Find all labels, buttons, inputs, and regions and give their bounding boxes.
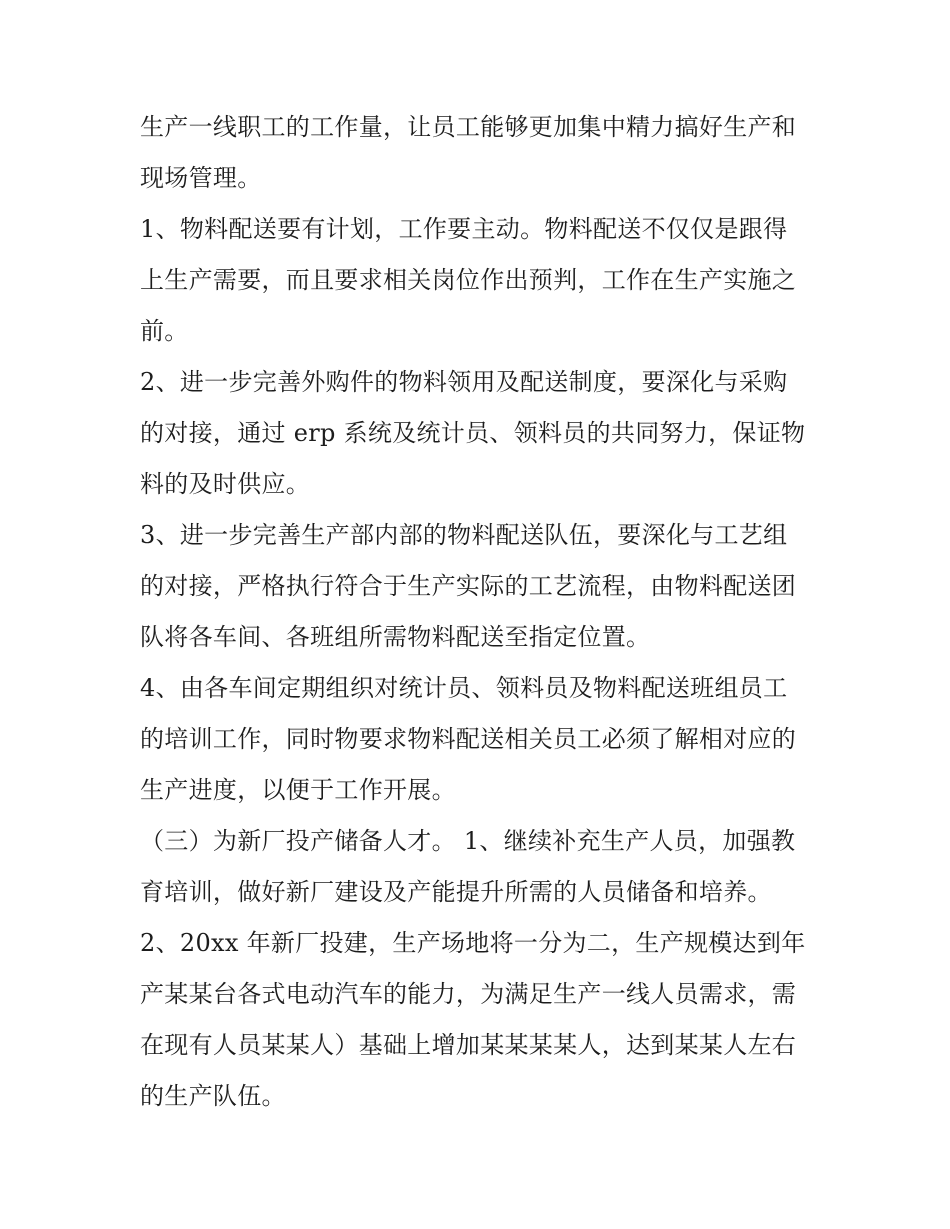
text-line: 的对接，严格执行符合于生产实际的工艺流程，由物料配送团: [140, 572, 797, 600]
text-line: 1、物料配送要有计划，工作要主动。物料配送不仅仅是跟得: [140, 215, 788, 243]
text-line: 生产进度，以便于工作开展。: [140, 776, 456, 804]
text-line: 前。: [140, 317, 189, 345]
text-line: 2、20xx 年新厂投建，生产场地将一分为二，生产规模达到年: [140, 929, 806, 957]
text-line: 2、进一步完善外购件的物料领用及配送制度，要深化与采购: [140, 368, 788, 396]
text-line: 上生产需要，而且要求相关岗位作出预判，工作在生产实施之: [140, 266, 797, 294]
text-line: 的对接，通过 erp 系统及统计员、领料员的共同努力，保证物: [140, 419, 806, 447]
text-line: 3、进一步完善生产部内部的物料配送队伍，要深化与工艺组: [140, 521, 788, 549]
text-line: 产某某台各式电动汽车的能力，为满足生产一线人员需求，需: [140, 980, 797, 1008]
text-line: （三）为新厂投产储备人才。 1、继续补充生产人员，加强教: [140, 827, 796, 855]
text-line: 育培训，做好新厂建设及产能提升所需的人员储备和培养。: [140, 878, 772, 906]
text-line: 的培训工作，同时物要求物料配送相关员工必须了解相对应的: [140, 725, 797, 753]
text-line: 现场管理。: [140, 164, 262, 192]
text-line: 的生产队伍。: [140, 1082, 286, 1110]
text-line: 在现有人员某某人）基础上增加某某某某人，达到某某人左右: [140, 1031, 797, 1059]
text-line: 料的及时供应。: [140, 470, 311, 498]
text-line: 4、由各车间定期组织对统计员、领料员及物料配送班组员工: [140, 674, 788, 702]
text-line: 生产一线职工的工作量，让员工能够更加集中精力搞好生产和: [140, 113, 797, 141]
document-body: [140, 102, 820, 1122]
text-line: 队将各车间、各班组所需物料配送至指定位置。: [140, 623, 651, 651]
